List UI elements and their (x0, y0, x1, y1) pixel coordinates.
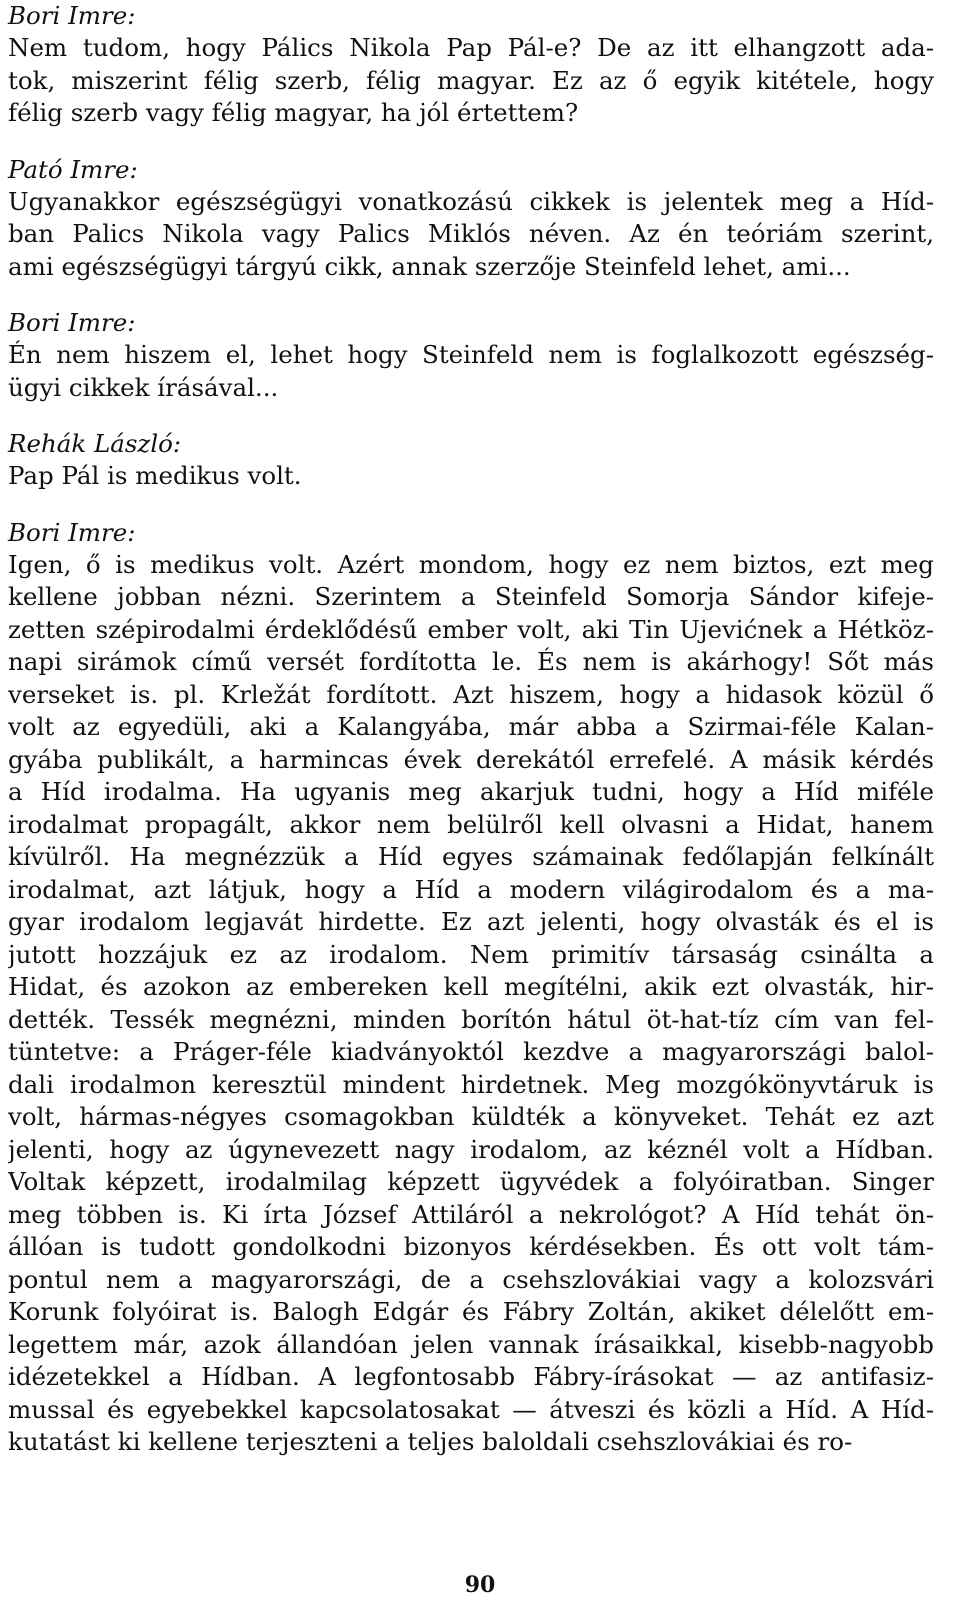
text-line: állóan is tudott gondolkodni bizonyos kérdésekben. És ott volt tám- (8, 1232, 934, 1261)
text-line: ügyi cikkek írásával... (8, 372, 279, 402)
speaker-name: Rehák László: (8, 429, 182, 458)
speaker-name: Bori Imre: (8, 308, 136, 337)
page-body (8, 0, 934, 1459)
text-line: a Híd irodalma. Ha ugyanis meg akarjuk tudni, hogy a Híd miféle (8, 777, 934, 806)
text-line: tüntetve: a Práger-féle kiadványoktól kezdve a magyarországi balol- (8, 1037, 934, 1066)
text-line: irodalmat propagált, akkor nem belülről kell olvasni a Hidat, hanem (8, 809, 934, 839)
text-line: Nem tudom, hogy Pálics Nikola Pap Pál-e? De az itt elhangzott ada- (8, 33, 934, 62)
paragraph-gap (8, 283, 934, 307)
speech-paragraph (8, 186, 934, 284)
paragraph-gap (8, 404, 934, 428)
text-line: dali irodalmon keresztül mindent hirdetnek. Meg mozgókönyvtáruk is (8, 1069, 934, 1099)
paragraph-gap (8, 493, 934, 517)
text-line: ban Palics Nikola vagy Palics Miklós néven. Az én teóriám szerint, (8, 219, 934, 248)
text-line: dették. Tessék megnézni, minden borítón hátul öt-hat-tíz cím van fel- (8, 1004, 934, 1034)
text-line: ami egészségügyi tárgyú cikk, annak szerzője Steinfeld lehet, ami... (8, 251, 851, 281)
speech-paragraph (8, 339, 934, 404)
text-line: jelenti, hogy az úgynevezett nagy irodalom, az kéznél volt a Hídban. (8, 1134, 934, 1164)
text-line: legettem már, azok állandóan jelen vannak írásaikkal, kisebb-nagyobb (8, 1329, 934, 1359)
text-line: kutatást ki kellene terjeszteni a teljes baloldali csehszlovákiai és ro- (8, 1427, 853, 1456)
text-line: jutott hozzájuk ez az irodalom. Nem primitív társaság csinálta a (8, 939, 934, 969)
text-line: volt, hármas-négyes csomagokban küldték a könyveket. Tehát ez azt (8, 1102, 934, 1131)
text-line: kellene jobban nézni. Szerintem a Steinfeld Somorja Sándor kifeje- (8, 582, 934, 611)
speaker-name: Bori Imre: (8, 1, 136, 30)
text-line: Pap Pál is medikus volt. (8, 461, 302, 490)
text-line: pontul nem a magyarországi, de a csehszlovákiai vagy a kolozsvári (8, 1264, 934, 1294)
text-line: gyába publikált, a harmincas évek derekától errefelé. A másik kérdés (8, 744, 934, 774)
paragraph-gap (8, 130, 934, 154)
speech-paragraph (8, 32, 934, 130)
speaker-name: Bori Imre: (8, 517, 136, 547)
text-line: Korunk folyóirat is. Balogh Edgár és Fábry Zoltán, akiket délelőtt em- (8, 1297, 934, 1326)
text-line: zetten szépirodalmi érdeklődésű ember volt, aki Tin Ujevićnek a Hétköz- (8, 614, 934, 644)
text-line: napi sirámok című versét fordította le. És nem is akárhogy! Sőt más (8, 647, 934, 676)
speaker-name: Pató Imre: (8, 154, 138, 184)
text-line: kívülről. Ha megnézzük a Híd egyes számainak fedőlapján felkínált (8, 842, 934, 871)
text-line: tok, miszerint félig szerb, félig magyar. Ez az ő egyik kitétele, hogy (8, 65, 934, 95)
text-line: félig szerb vagy félig magyar, ha jól értettem? (8, 98, 579, 127)
page-number: 90 (464, 1572, 496, 1598)
text-line: meg többen is. Ki írta József Attiláról a nekrológot? A Híd tehát ön- (8, 1199, 934, 1229)
text-line: verseket is. pl. Krležát fordított. Azt hiszem, hogy a hidasok közül ő (8, 679, 934, 709)
text-line: Igen, ő is medikus volt. Azért mondom, hogy ez nem biztos, ezt meg (8, 549, 934, 579)
text-line: Ugyanakkor egészségügyi vonatkozású cikkek is jelentek meg a Híd- (8, 186, 934, 216)
text-line: gyar irodalom legjavát hirdette. Ez azt jelenti, hogy olvasták és el is (8, 907, 934, 936)
text-line: volt az egyedüli, aki a Kalangyába, már abba a Szirmai-féle Kalan- (8, 712, 934, 741)
text-line: Voltak képzett, irodalmilag képzett ügyvédek a folyóiratban. Singer (8, 1167, 934, 1196)
speech-paragraph (8, 460, 934, 493)
text-line: irodalmat, azt látjuk, hogy a Híd a modern világirodalom és a ma- (8, 874, 934, 904)
text-line: Én nem hiszem el, lehet hogy Steinfeld nem is foglalkozott egészség- (8, 340, 934, 369)
text-line: mussal és egyebekkel kapcsolatosakat — átveszi és közli a Híd. A Híd- (8, 1394, 934, 1424)
text-line: Hidat, és azokon az embereken kell megítélni, akik ezt olvasták, hir- (8, 972, 934, 1001)
text-line: idézetekkel a Hídban. A legfontosabb Fábry-írásokat — az antifasiz- (8, 1362, 934, 1391)
speech-paragraph (8, 549, 934, 1459)
